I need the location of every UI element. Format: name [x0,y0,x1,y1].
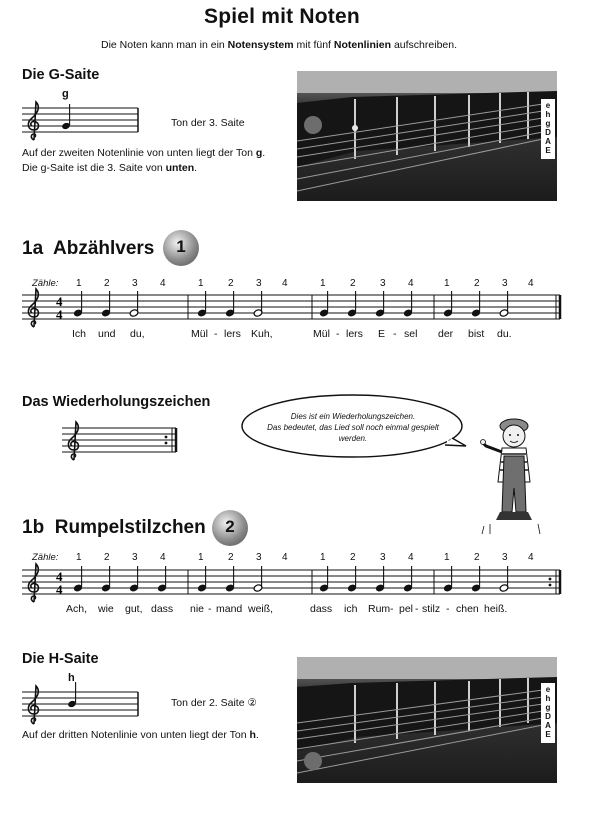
fretboard-string-letters-2: e h g D A E [545,685,551,739]
h-string-desc: Auf der dritten Notenlinie von unten liegt der Ton h. [22,729,259,741]
boy-illustration [478,412,550,542]
g-string-caption: Ton der 3. Saite [171,117,245,129]
lyrics-1a: Ich und du, Mül - lers Kuh, Mül - lers E - sel der bist du. [72,328,512,340]
exercise-1b-heading: 1b Rumpelstilzchen [22,517,206,538]
intro-text: Die Noten kann man in ein Notensystem mit fünf Notenlinien aufschreiben. [101,39,458,51]
repeat-dot-upper [549,578,552,581]
h-string-caption: Ton der 2. Saite ② [171,697,257,709]
staff-1b [22,568,562,602]
time-signature-top: 4 [56,569,63,584]
fretboard-photo-g [297,71,557,201]
repeat-dot-upper [165,436,168,439]
speech-bubble-text: Dies ist ein Wiederholungszeichen. Das bedeutet, das Lied soll noch einmal gespielt werden. [267,412,439,443]
counts-1b: 1 2 3 4 1 2 3 4 1 2 3 4 1 2 3 4 [76,552,534,563]
h-string-heading: Die H-Saite [22,651,99,667]
repeat-dot-lower [549,584,552,587]
repeat-sign-staff [62,426,180,460]
fretboard-photo-h [297,657,557,783]
h-string-staff [22,690,140,722]
time-signature-bottom: 4 [56,582,63,597]
g-note-label: g [62,88,69,100]
audio-track-1-badge[interactable]: 1 [163,230,199,266]
g-string-desc-1: Auf der zweiten Notenlinie von unten liegt der Ton g. [22,147,266,159]
fretboard-string-letters-1: e h g D A E [545,101,551,155]
repeat-sign-heading: Das Wiederholungszeichen [22,394,211,410]
g-string-staff [22,106,140,138]
g-string-heading: Die G-Saite [22,67,100,83]
time-signature-bottom: 4 [56,307,63,322]
time-signature-top: 4 [56,294,63,309]
count-label-1a: Zähle: [32,278,59,289]
g-string-desc-2: Die g-Saite ist die 3. Saite von unten. [22,162,198,174]
audio-track-2-badge[interactable]: 2 [212,510,248,546]
page-title: Spiel mit Noten [204,5,360,28]
count-label-1b: Zähle: [32,552,59,563]
counts-1a: 1 2 3 4 1 2 3 4 1 2 3 4 1 2 3 4 [76,278,534,289]
repeat-dot-lower [165,442,168,445]
exercise-1a-heading: 1a Abzählvers [22,238,155,259]
lyrics-1b: Ach, wie gut, dass nie - mand weiß, dass ich Rum - pel - stilz - chen heiß. [66,603,508,615]
h-note-label: h [68,672,75,684]
staff-1a [22,293,562,327]
